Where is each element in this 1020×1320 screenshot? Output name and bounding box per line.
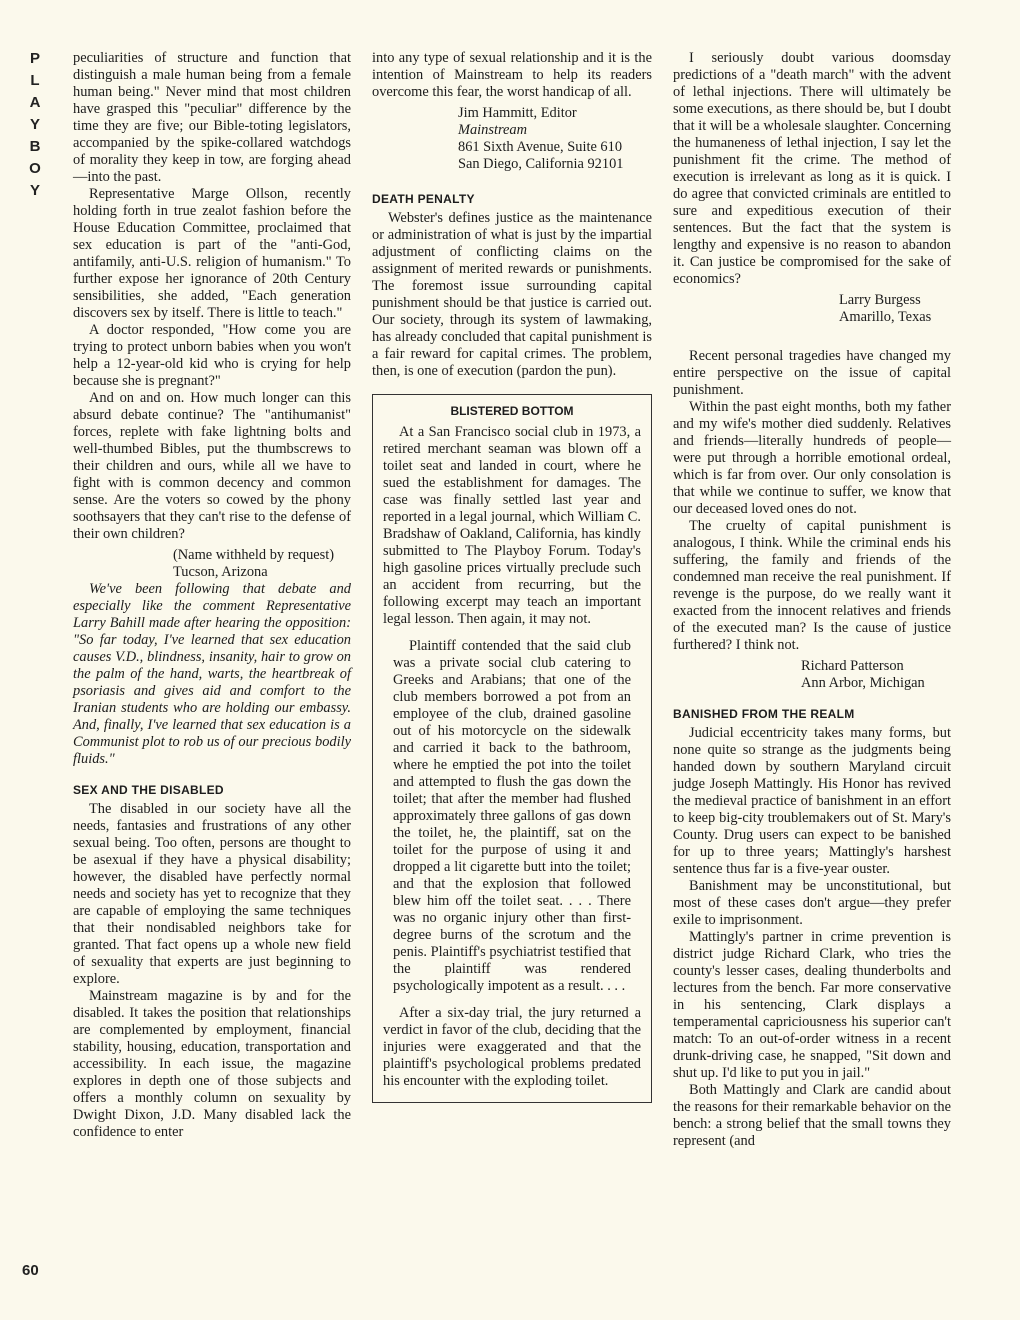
page-number: 60 — [22, 1262, 39, 1279]
signature-name: Richard Patterson — [801, 658, 904, 674]
paragraph: Judicial eccentricity takes many forms, but none quite so strange as the judgments being handed down by southern Maryland circuit judge Joseph Mattingly. His Honor has revived the medieval practice of banishment in an effort to keep big-city troublemakers out of St. Mary's County. Drug users can expect to be banished for up to three years; Mattingly's harshest sentence thus far is a five-year ouster. — [673, 725, 951, 877]
paragraph: A doctor responded, "How come you are trying to protect unborn babies when you won't help a 12-year-old kid who is crying for help because she is pregnant?" — [73, 322, 351, 389]
signature-city: San Diego, California 92101 — [458, 156, 624, 172]
title-letter: A — [29, 94, 41, 111]
paragraph: And on and on. How much longer can this absurd debate continue? The "antihumanist" forces, replete with fake lightning bolts and well-thumbed Bibles, put the thumbscrews to their children and ours, while all we have to fight with is common decency and common sense. Are the voters so cowed by the phony soothsayers that they can't rise to the defense of their own children? — [73, 390, 351, 542]
signature-name: Jim Hammitt, Editor — [458, 105, 577, 121]
section-heading: DEATH PENALTY — [372, 192, 475, 206]
signature-name: (Name withheld by request) — [173, 547, 335, 563]
signature-name: Larry Burgess — [839, 292, 921, 308]
paragraph: Webster's defines justice as the maintenance or administration of what is just by the impartial adjustment of conflicting claims on the assignment of merited rewards or punishments. The foremost issue surrounding capital punishment should be that justice is carried out. Our society, through its system of lawmaking, has already concluded that capital punishment is a fair reward for capital crimes. The problem, then, is one of execution (pardon the pun). — [372, 210, 652, 379]
paragraph: Banishment may be unconstitutional, but most of these cases don't argue—they prefer exile to imprisonment. — [673, 878, 951, 928]
paragraph: into any type of sexual relationship and it is the intention of Mainstream to help its readers overcome this fear, the worst handicap of all. — [372, 50, 652, 100]
title-letter: P — [29, 50, 40, 67]
signature-publication: Mainstream — [458, 122, 528, 138]
column-3 — [673, 50, 951, 1150]
box-conclusion: After a six-day trial, the jury returned a verdict in favor of the club, deciding that the injuries were exaggerated and that the plaintiff's psychological problems predated his encounter with the exploding toilet. — [383, 1005, 641, 1089]
title-letter: Y — [29, 182, 40, 199]
paragraph: Both Mattingly and Clark are candid about the reasons for their remarkable behavior on the bench: a strong belief that the small towns they represent (and — [673, 1082, 951, 1149]
box-heading: BLISTERED BOTTOM — [450, 404, 574, 418]
paragraph: Recent personal tragedies have changed my entire perspective on the issue of capital punishment. — [673, 348, 951, 398]
paragraph: I seriously doubt various doomsday predictions of a "death march" with the advent of lethal injections. There will ultimately be some executions, as there should be, but I doubt that it will be a wholesale slaughter. Concerning the humaneness of lethal injection, I say let the punishment fit the crime. The method of execution is irrelevant as long as it is quick. I do agree that convicted criminals are entitled to sure and expeditious execution of their sentences. But the fact that the system is lengthy and expensive is no reason to abandon it. Can justice be compromised for the sake of economics? — [673, 50, 951, 287]
letter-signature — [372, 105, 652, 173]
box-intro: At a San Francisco social club in 1973, a retired merchant seaman was blown off a toilet seat and landed in court, where he sued the establishment for damages. The case was finally settled last year and reported in a legal journal, which William C. Bradshaw of Oakland, California, has kindly submitted to The Playboy Forum. Today's high gasoline prices virtually preclude such an accident from recurring, but the following excerpt may teach an important legal lesson. Then again, it may not. — [383, 424, 641, 627]
letter-signature — [673, 292, 951, 326]
title-letter: L — [30, 72, 40, 89]
quote-text: Plaintiff contended that the said club was a private social club catering to Greeks and Arabians; that one of the club members borrowed a pot from an employee of the club, drained gasoline out of his motorcycle on the sidewalk and carried it back to the bathroom, where he emptied the pot into the toilet and attempted to flush the gas down the toilet; that after the member had flushed approximately three gallons of gas down the toilet, he, the plaintiff, sat on the toilet for the purpose of using it and dropped a lit cigarette butt into the toilet; and that the explosion that followed blew him off the toilet seat. . . . There was no organic injury other than first-degree burns of the scrotum and the penis. Plaintiff's psychiatrist testified that the plaintiff was rendered psychologically impotent as a result. . . . — [393, 638, 631, 994]
editor-reply: We've been following that debate and especially like the comment Representative Larry Bahill made after hearing the opposition: "So far today, I've learned that sex education causes V.D., blindness, insanity, hair to grow on the palm of the hand, warts, the heartbreak of psoriasis and gives aid and comfort to the Iranian students who are holding our embassy. And, finally, I've learned that sex education is a Communist plot to rob us of our precious bodily fluids." — [73, 581, 351, 767]
signature-location: Amarillo, Texas — [839, 309, 932, 325]
paragraph: Mattingly's partner in crime prevention is district judge Richard Clark, who tries the county's lesser cases, dealing thunderbolts and lectures from the bench. Far more conservative in his sentencing, Clark displays a temperamental capriciousness his superior can't match: To an out-of-order witness in a recent drunk-driving case, he snapped, "Sit down and shut up. I'd like to put you in jail." — [673, 929, 951, 1081]
signature-address: 861 Sixth Avenue, Suite 610 — [458, 139, 623, 155]
title-letter: B — [29, 138, 41, 155]
column-1 — [73, 50, 351, 1141]
column-2 — [372, 50, 652, 1103]
paragraph: Within the past eight months, both my father and my wife's mother died suddenly. Relatives and friends—literally hundreds of people—were put through a horrible emotional ordeal, which is far from over. Our only consolation is that while we continue to suffer, we know that our deceased loved ones do not. — [673, 399, 951, 517]
paragraph: Representative Marge Ollson, recently holding forth in true zealot fashion before the House Education Committee, proclaimed that sex education is part of the "anti-God, antifamily, anti-U.S. religion of humanism." To further expose her ignorance of 20th Century sensibilities, she added, "Each generation discovers sex by itself. There is little to teach." — [73, 186, 351, 321]
sidebar-box — [372, 394, 652, 1103]
title-letter: Y — [29, 116, 40, 133]
title-letter: O — [29, 160, 41, 177]
signature-location: Ann Arbor, Michigan — [801, 675, 925, 691]
signature-location: Tucson, Arizona — [173, 564, 268, 580]
paragraph: Mainstream magazine is by and for the disabled. It takes the position that relationships are complemented by employment, financial stability, housing, education, transportation and accessibility. In each issue, the magazine explores in depth one of those subjects and offers a monthly column on sexuality by Dwight Dixon, J.D. Many disabled lack the confidence to enter — [73, 988, 351, 1140]
paragraph: The disabled in our society have all the needs, fantasies and frustrations of any other sexual being. Too often, persons are thought to be asexual if they have a physical disability; however, the disabled have perfectly normal needs and society has yet to recognize that they are capable of employing the same techniques that their nondisabled neighbors take for granted. That fact opens up a whole new field of sexuality that experts are just beginning to explore. — [73, 801, 351, 987]
box-quote — [383, 638, 641, 995]
letter-signature — [673, 658, 951, 692]
magazine-vertical-title — [18, 48, 52, 202]
letter-signature — [73, 547, 351, 581]
paragraph: peculiarities of structure and function that distinguish a male human being from a female human being." Never mind that most children have grasped this "peculiar" difference by the time they are five; our Bible-toting legislators, accompanied by the spike-collared watchdogs of morality they keep in tow, are forging ahead—into the past. — [73, 50, 351, 185]
section-heading: BANISHED FROM THE REALM — [673, 707, 855, 721]
section-heading: SEX AND THE DISABLED — [73, 783, 224, 797]
paragraph: The cruelty of capital punishment is analogous, I think. While the criminal ends his suffering, the family and friends of the condemned man receive the real punishment. If revenge is the purpose, do we really want it exacted from the innocent relatives and friends of the executed man? Is the cause of justice furthered? I think not. — [673, 518, 951, 653]
